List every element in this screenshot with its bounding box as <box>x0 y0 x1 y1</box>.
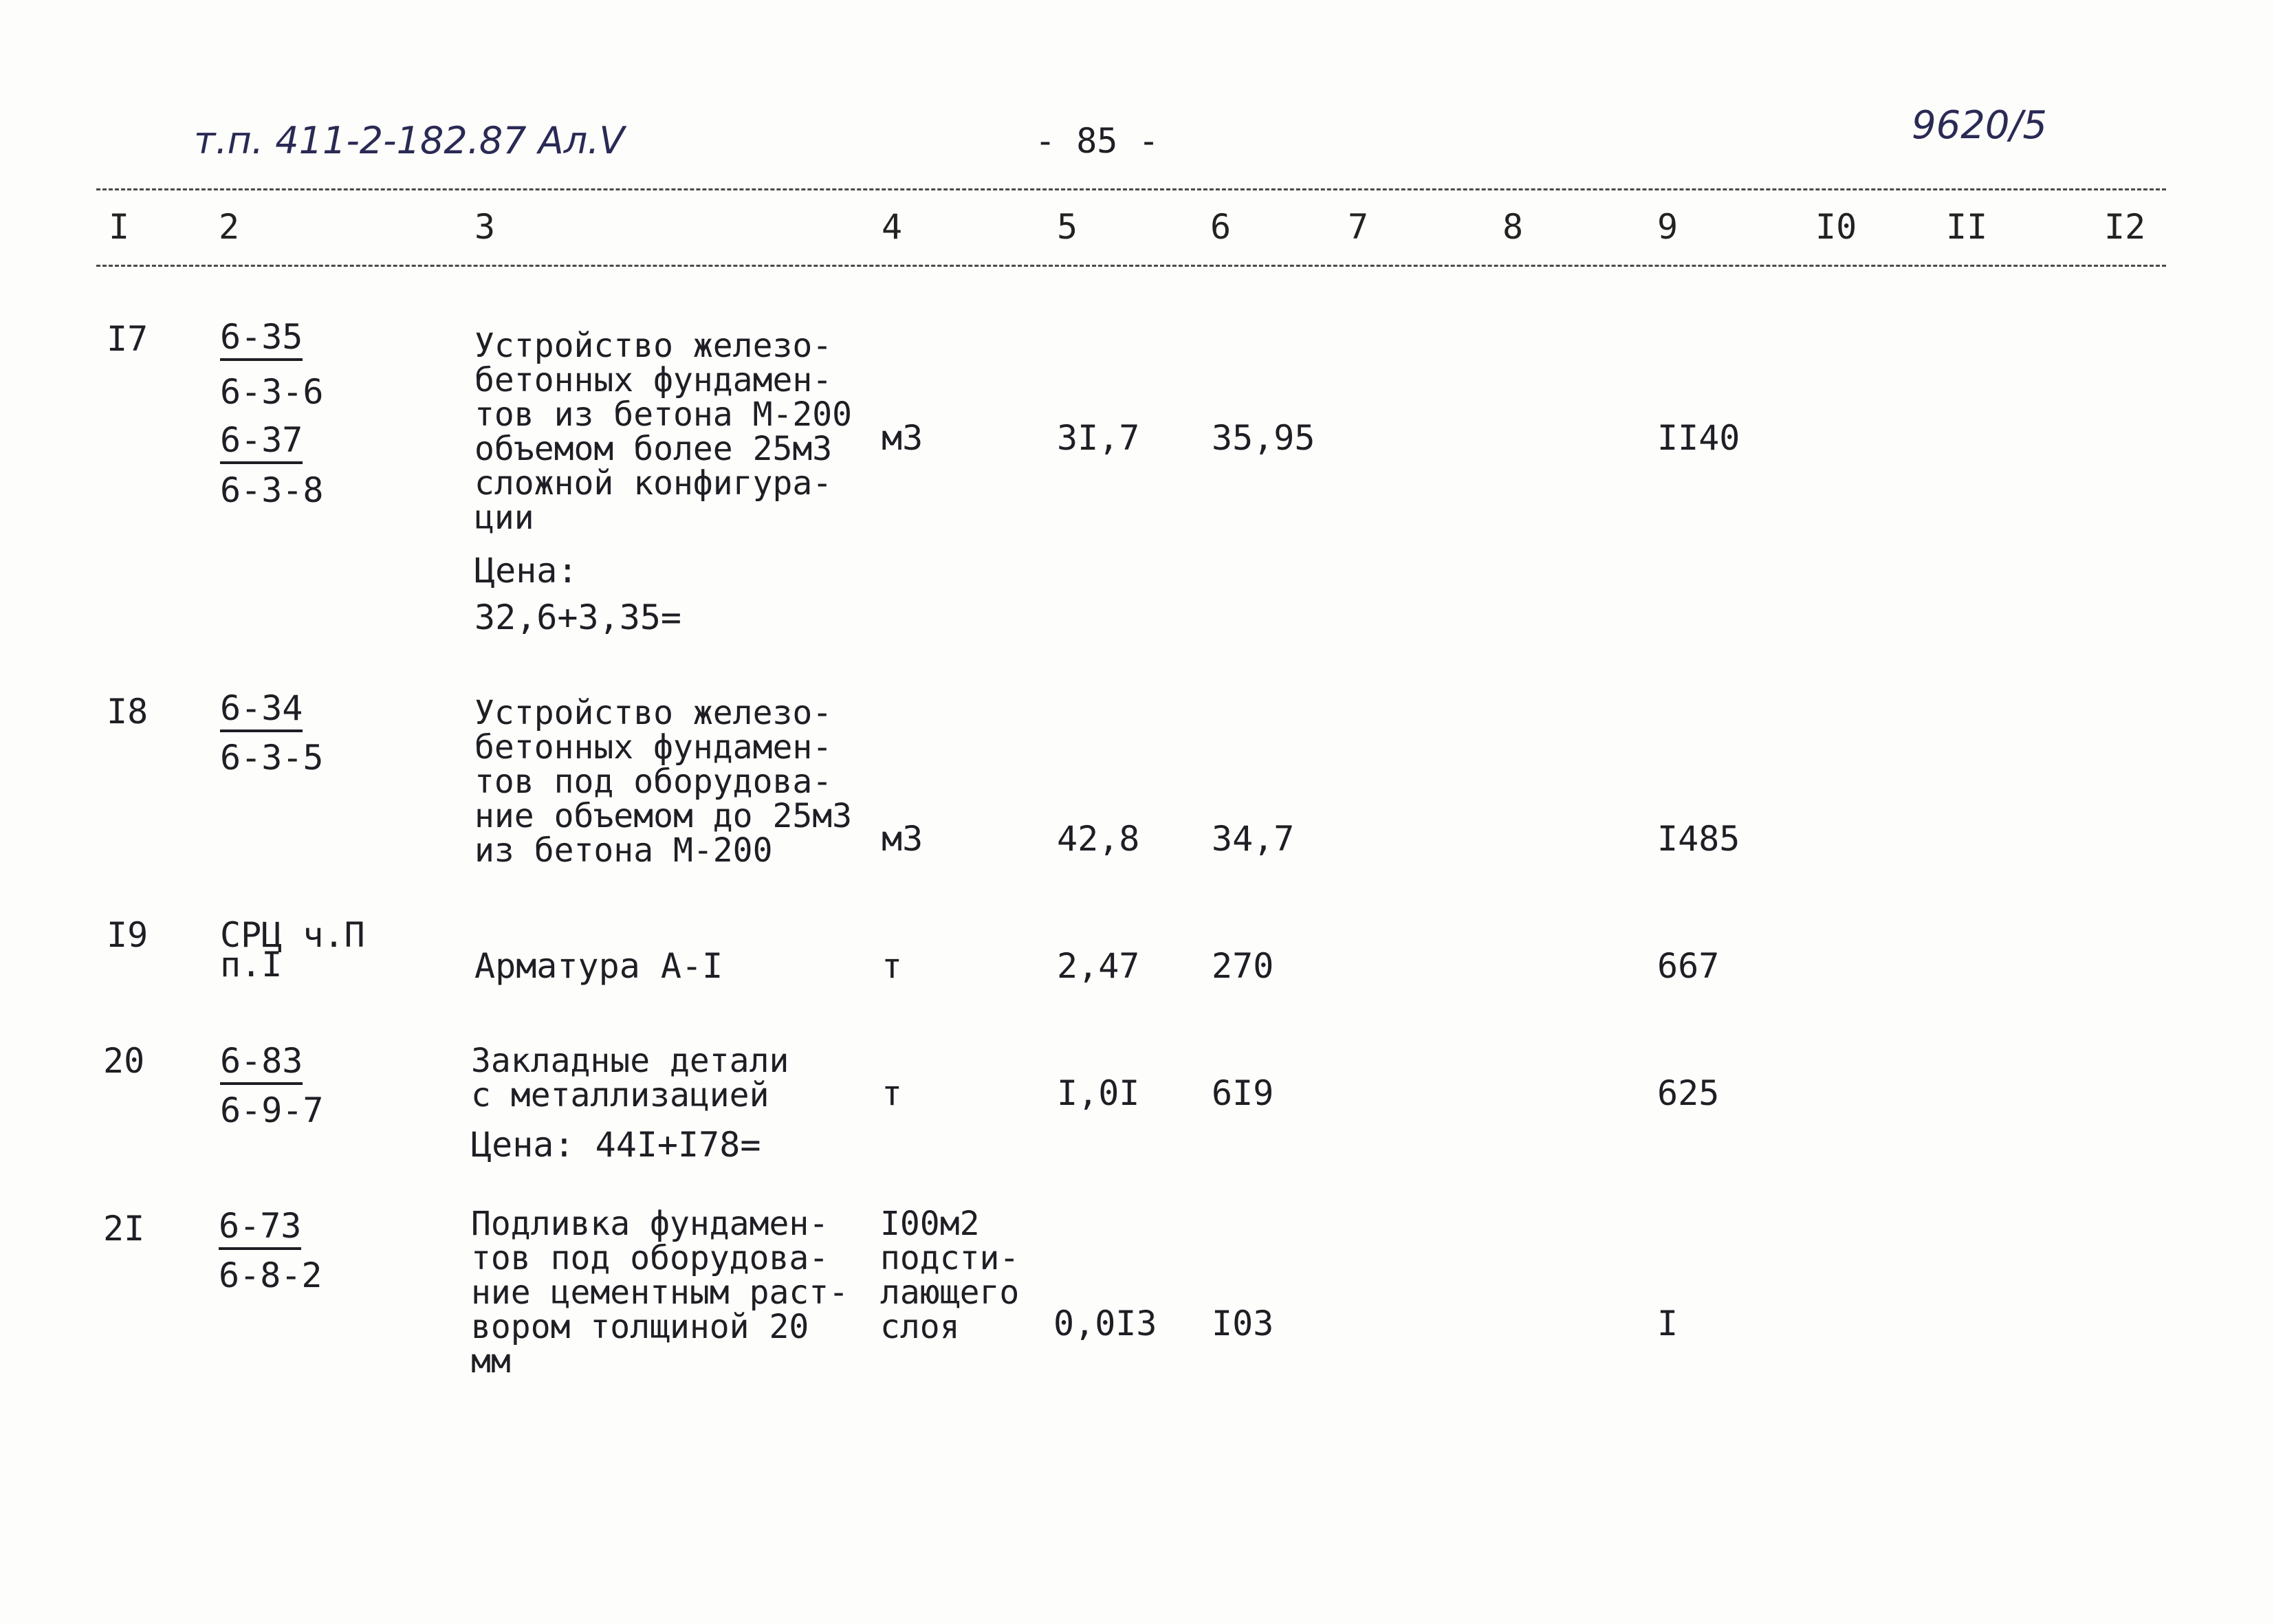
unit-price: 35,95 <box>1212 418 1315 458</box>
work-description: Арматура А-I <box>474 946 723 986</box>
unit: м3 <box>882 418 923 458</box>
unit: т <box>882 946 903 986</box>
column-header: 9 <box>1657 207 1679 247</box>
column-header: 3 <box>474 207 496 247</box>
quantity: 0,0I3 <box>1053 1304 1157 1343</box>
norm-code: 6-83 <box>220 1041 303 1085</box>
total-cost: 625 <box>1657 1073 1720 1113</box>
row-number: I8 <box>107 692 149 732</box>
column-header: I <box>109 207 130 247</box>
column-header: 5 <box>1057 207 1078 247</box>
unit: м3 <box>882 819 923 859</box>
header-top-rule <box>96 188 2166 190</box>
norm-code: 6-35 <box>220 317 303 361</box>
quantity: 3I,7 <box>1057 418 1140 458</box>
total-cost: I <box>1657 1304 1679 1343</box>
norm-code: 6-3-8 <box>220 470 324 510</box>
norm-code: 6-37 <box>220 420 303 464</box>
total-cost: I485 <box>1657 819 1740 859</box>
norm-code: 6-34 <box>220 688 303 732</box>
unit-price: 6I9 <box>1212 1073 1274 1113</box>
column-header: II <box>1946 207 1988 247</box>
work-description: Подливка фундамен- тов под оборудова- ние цементным раст- вором толщиной 20 мм <box>471 1205 849 1381</box>
quantity: 2,47 <box>1057 946 1140 986</box>
unit-price: 34,7 <box>1212 819 1295 859</box>
norm-code: 6-9-7 <box>220 1090 324 1130</box>
column-header: 7 <box>1348 207 1369 247</box>
page-number: - 85 - <box>1035 121 1159 161</box>
header-bottom-rule <box>96 265 2166 267</box>
row-number: 2I <box>103 1209 145 1249</box>
norm-code: п.I <box>220 945 283 985</box>
price-formula: Цена: 44I+I78= <box>471 1125 761 1165</box>
column-header: 6 <box>1210 207 1232 247</box>
column-header: 8 <box>1502 207 1524 247</box>
quantity: 42,8 <box>1057 819 1140 859</box>
total-cost: 667 <box>1657 946 1720 986</box>
row-number: I7 <box>107 319 149 359</box>
price-label: Цена: <box>474 551 578 591</box>
quantity: I,0I <box>1057 1073 1140 1113</box>
work-description: Закладные детали с металлизацией <box>471 1042 789 1115</box>
column-header: 4 <box>882 207 903 247</box>
norm-code: 6-3-5 <box>220 738 324 778</box>
norm-code: 6-8-2 <box>219 1255 322 1295</box>
unit-price: 270 <box>1212 946 1274 986</box>
unit: I00м2 подсти- лающего слоя <box>880 1205 1020 1346</box>
unit-price: I03 <box>1212 1304 1274 1343</box>
sheet-code: 9620/5 <box>1912 103 2048 148</box>
norm-code: 6-3-6 <box>220 372 324 412</box>
unit: т <box>882 1073 903 1113</box>
norm-code: 6-73 <box>219 1206 301 1250</box>
row-number: I9 <box>107 915 149 955</box>
price-formula: 32,6+3,35= <box>474 597 682 637</box>
row-number: 20 <box>103 1041 145 1081</box>
column-header: I0 <box>1815 207 1857 247</box>
column-header: 2 <box>219 207 240 247</box>
column-header: I2 <box>2104 207 2146 247</box>
total-cost: II40 <box>1657 418 1740 458</box>
work-description: Устройство железо- бетонных фундамен- тов из бетона М-200 объемом более 25м3 сложной конфигура- ции <box>474 327 853 537</box>
norm-code: СРЦ ч.П <box>220 915 365 955</box>
work-description: Устройство железо- бетонных фундамен- тов под оборудова- ние объемом до 25м3 из бетона М-200 <box>474 694 853 870</box>
document-reference: т.п. 411-2-182.87 Ал.V <box>194 119 625 162</box>
